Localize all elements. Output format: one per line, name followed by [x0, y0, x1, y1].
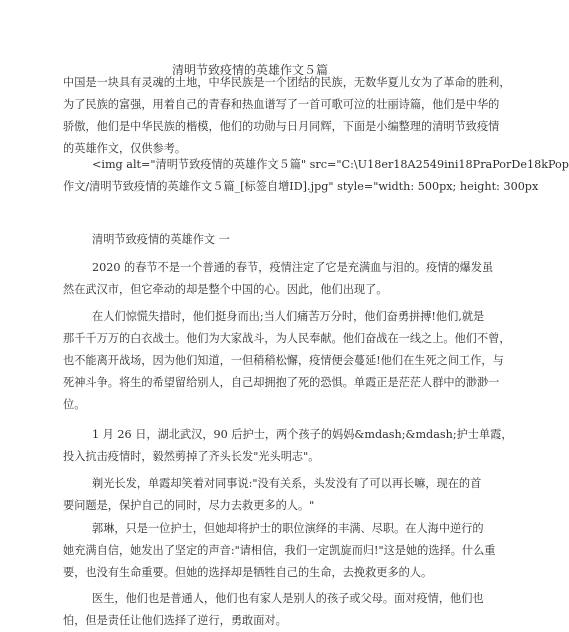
text-line: 死神斗争。将生的希望留给别人，自己却拥抱了死的恐惧。单霞正是茫茫人群中的渺渺一 — [63, 376, 500, 389]
text-line: 在人们惊慌失措时，他们挺身而出;当人们痛苦万分时，他们奋勇拼搏!他们,就是 — [92, 310, 485, 323]
text-line: 怕，但是责任让他们选择了逆行，勇敢面对。 — [63, 614, 287, 627]
document-title: 清明节致疫情的英雄作文５篇 — [171, 63, 328, 77]
text-line: 位。 — [63, 398, 86, 411]
text-line: 为了民族的富强，用着自己的青春和热血谱写了一首可歌可泣的壮丽诗篇，他们是中华的 — [63, 98, 500, 111]
text-line: 要问题是，保护自己的同时，尽力去救更多的人。" — [63, 499, 315, 512]
text-line: 医生，他们也是普通人，他们也有家人是别人的孩子或父母。面对疫情，他们也 — [92, 592, 484, 605]
body-paragraph — [63, 257, 493, 301]
text-line: 剃光长发，单霞却笑着对同事说:"没有关系，头发没有了可以再长嘛，现在的首 — [92, 477, 482, 490]
text-line: 作文/清明节致疫情的英雄作文５篇_[标签自增ID].jpg" style="width: 500px; height: 300px — [63, 180, 539, 193]
body-paragraph — [63, 306, 511, 416]
image-tag-text — [63, 154, 569, 198]
body-paragraph — [63, 424, 513, 468]
text-line: 郭琳，只是一位护士，但她却将护士的职位演绎的丰满、尽职。在人海中逆行的 — [92, 522, 484, 535]
text-line: 要，也没有生命重要。但她的选择却是牺牲自己的生命，去挽救更多的人。 — [63, 566, 433, 579]
text-line: <img alt="清明节致疫情的英雄作文５篇" src="C:\U18er18A2549ini18PraPorDe18kPop — [92, 158, 569, 171]
section-heading: 清明节致疫情的英雄作文 一 — [92, 233, 230, 246]
text-line: 投入抗击疫情时，毅然剪掉了齐头长发"光头明志"。 — [63, 450, 320, 463]
text-line: 的英雄作文，仅供参考。 — [63, 142, 187, 155]
text-line: 1 月 26 日，湖北武汉，90 后护士，两个孩子的妈妈&mdash;&mdash;护士单霞， — [92, 428, 513, 441]
intro-paragraph — [63, 72, 511, 160]
text-line: 中国是一块具有灵魂的土地，中华民族是一个团结的民族，无数华夏儿女为了革命的胜利， — [63, 76, 511, 89]
text-line: 然在武汉市，但它牵动的却是整个中国的心。因此，他们出现了。 — [63, 283, 388, 296]
text-line: 她充满自信，她发出了坚定的声音:"请相信，我们一定凯旋而归!"这是她的选择。什么重 — [63, 544, 496, 557]
text-line: 2020 的春节不是一个普通的春节，疫情注定了它是充满血与泪的。疫情的爆发虽 — [92, 261, 494, 274]
body-paragraph — [63, 518, 496, 584]
body-paragraph — [63, 473, 481, 517]
text-line: 骄傲，他们是中华民族的楷模，他们的功勋与日月同辉，下面是小编整理的清明节致疫情 — [63, 120, 500, 133]
text-line: 也不能离开战场，因为他们知道，一但稍稍松懈，疫情便会蔓延!他们在生死之间工作，与 — [63, 354, 504, 367]
text-line: 那千千万万的白衣战士。他们为大家战斗，为人民奉献。他们奋战在一线之上。他们不曾， — [63, 332, 511, 345]
body-paragraph — [63, 588, 484, 632]
